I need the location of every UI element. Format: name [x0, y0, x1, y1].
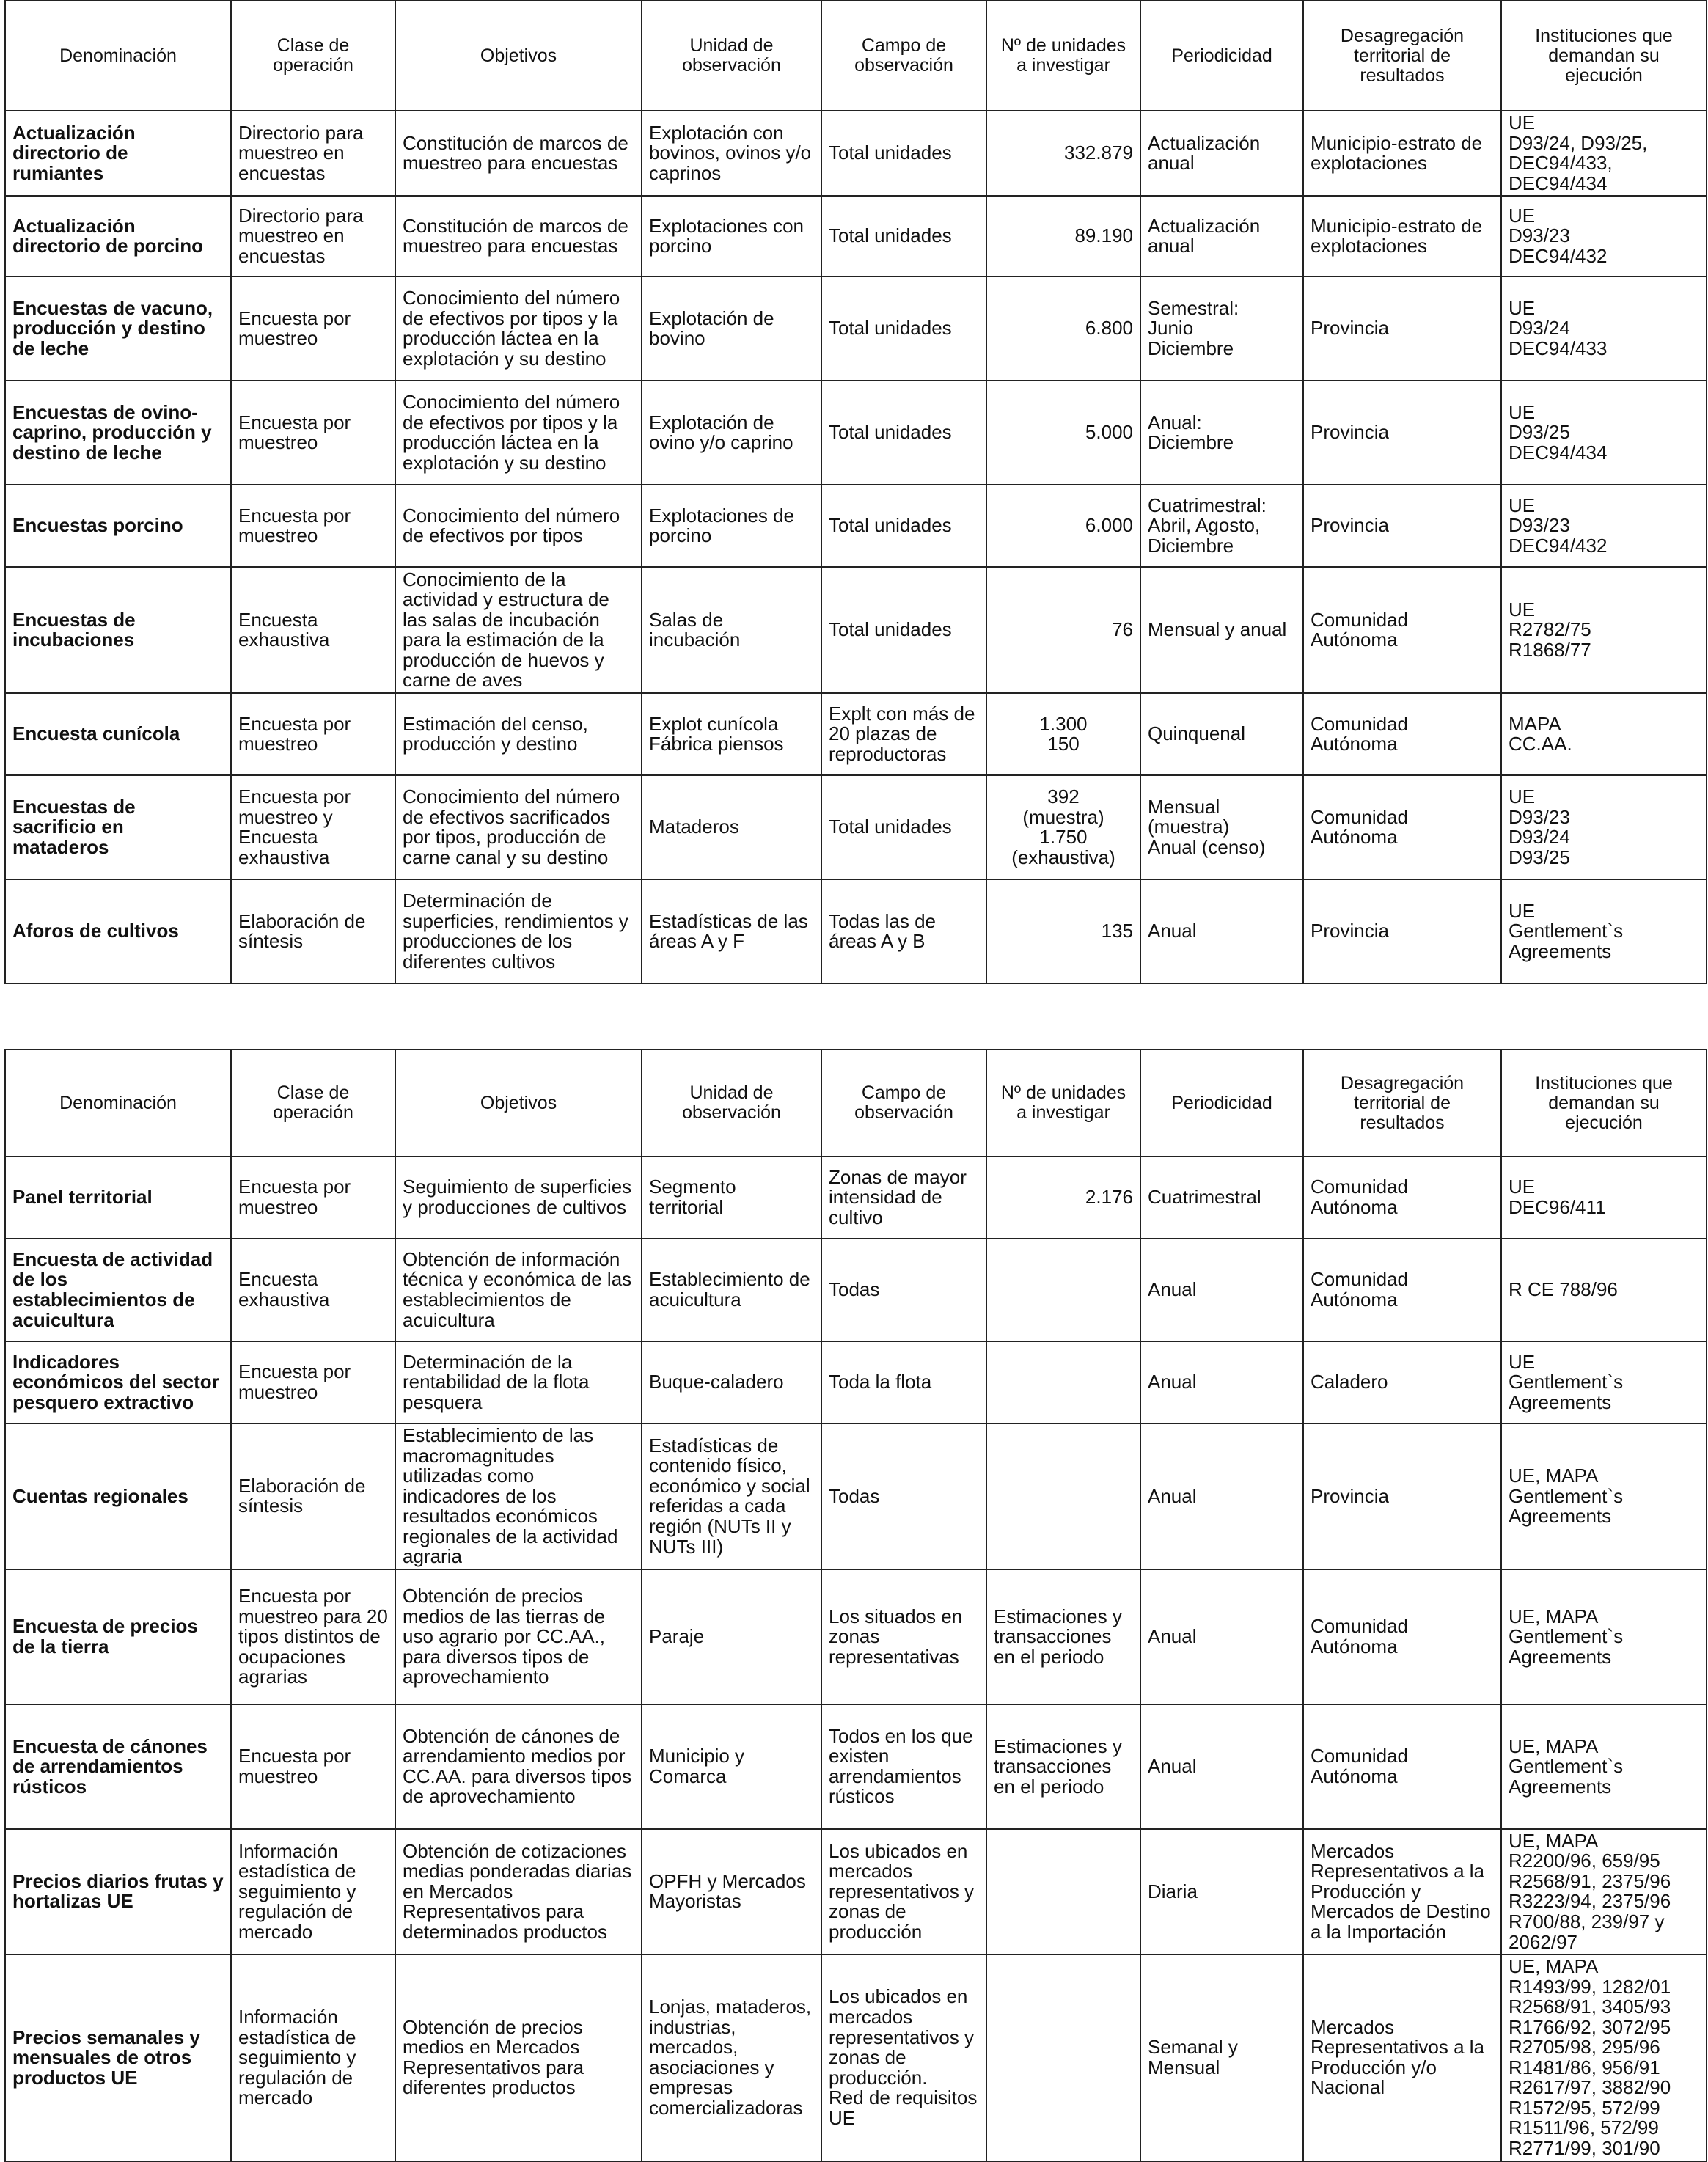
- table-row: [5, 1704, 1707, 1829]
- cell-objetivos: Constitución de marcos de muestreo para encuestas: [395, 196, 642, 276]
- cell-campo: Todas: [821, 1239, 986, 1341]
- cell-instituciones: UE D93/23 DEC94/432: [1501, 485, 1707, 567]
- cell-numero: 6.000: [986, 485, 1140, 567]
- cell-desagregacion: Comunidad Autónoma: [1303, 1569, 1501, 1704]
- cell-objetivos: Conocimiento de la actividad y estructura de las salas de incubación para la estimación de la producción de huevos y carne de aves: [395, 567, 642, 693]
- cell-campo: Todas las de áreas A y B: [821, 879, 986, 983]
- cell-instituciones: UE D93/23 DEC94/432: [1501, 196, 1707, 276]
- cell-numero: Estimaciones y transacciones en el periodo: [986, 1569, 1140, 1704]
- cell-clase: Encuesta por muestreo: [231, 1157, 395, 1239]
- table-header-row: [5, 1049, 1707, 1157]
- cell-instituciones: UE D93/23 D93/24 D93/25: [1501, 775, 1707, 879]
- cell-denominacion: Actualización directorio de rumiantes: [5, 111, 231, 196]
- cell-unidad: Estadísticas de contenido físico, económico y social referidas a cada región (NUTs II y NUTs III): [642, 1423, 821, 1569]
- cell-numero: 332.879: [986, 111, 1140, 196]
- cell-instituciones: UE D93/25 DEC94/434: [1501, 381, 1707, 485]
- cell-objetivos: Estimación del censo, producción y destino: [395, 693, 642, 775]
- cell-periodicidad: Semanal y Mensual: [1140, 1954, 1303, 2161]
- cell-campo: Toda la flota: [821, 1341, 986, 1423]
- cell-objetivos: Establecimiento de las macromagnitudes utilizadas como indicadores de los resultados económicos regionales de la actividad agraria: [395, 1423, 642, 1569]
- cell-objetivos: Conocimiento del número de efectivos sacrificados por tipos, producción de carne canal y su destino: [395, 775, 642, 879]
- cell-objetivos: Seguimiento de superficies y producciones de cultivos: [395, 1157, 642, 1239]
- cell-objetivos: Obtención de precios medios de las tierras de uso agrario por CC.AA., para diversos tipos de aprovechamiento: [395, 1569, 642, 1704]
- cell-denominacion: Panel territorial: [5, 1157, 231, 1239]
- cell-denominacion: Encuesta de precios de la tierra: [5, 1569, 231, 1704]
- cell-instituciones: UE R2782/75 R1868/77: [1501, 567, 1707, 693]
- cell-desagregacion: Municipio-estrato de explotaciones: [1303, 196, 1501, 276]
- cell-unidad: Buque-caladero: [642, 1341, 821, 1423]
- cell-numero: [986, 1239, 1140, 1341]
- cell-campo: Zonas de mayor intensidad de cultivo: [821, 1157, 986, 1239]
- cell-denominacion: Encuestas de incubaciones: [5, 567, 231, 693]
- cell-unidad: Explotaciones de porcino: [642, 485, 821, 567]
- cell-periodicidad: Cuatrimestral: Abril, Agosto, Diciembre: [1140, 485, 1303, 567]
- cell-denominacion: Indicadores económicos del sector pesquero extractivo: [5, 1341, 231, 1423]
- cell-campo: Total unidades: [821, 111, 986, 196]
- col-header-clase: Clase de operación: [231, 1049, 395, 1157]
- cell-campo: Total unidades: [821, 567, 986, 693]
- col-header-numero: Nº de unidades a investigar: [986, 1049, 1140, 1157]
- cell-periodicidad: Mensual y anual: [1140, 567, 1303, 693]
- cell-unidad: OPFH y Mercados Mayoristas: [642, 1829, 821, 1954]
- cell-desagregacion: Caladero: [1303, 1341, 1501, 1423]
- cell-periodicidad: Anual: [1140, 1569, 1303, 1704]
- cell-denominacion: Actualización directorio de porcino: [5, 196, 231, 276]
- col-header-periodicidad: Periodicidad: [1140, 1, 1303, 111]
- cell-unidad: Explotación de ovino y/o caprino: [642, 381, 821, 485]
- cell-clase: Elaboración de síntesis: [231, 879, 395, 983]
- cell-desagregacion: Provincia: [1303, 1423, 1501, 1569]
- cell-numero: 135: [986, 879, 1140, 983]
- cell-unidad: Explotación con bovinos, ovinos y/o caprinos: [642, 111, 821, 196]
- cell-instituciones: UE D93/24, D93/25, DEC94/433, DEC94/434: [1501, 111, 1707, 196]
- cell-instituciones: MAPA CC.AA.: [1501, 693, 1707, 775]
- cell-unidad: Establecimiento de acuicultura: [642, 1239, 821, 1341]
- cell-denominacion: Precios diarios frutas y hortalizas UE: [5, 1829, 231, 1954]
- col-header-desagregacion: Desagregación territorial de resultados: [1303, 1049, 1501, 1157]
- cell-numero: [986, 1423, 1140, 1569]
- cell-periodicidad: Anual: [1140, 1341, 1303, 1423]
- cell-clase: Directorio para muestreo en encuestas: [231, 111, 395, 196]
- cell-numero: 76: [986, 567, 1140, 693]
- cell-unidad: Salas de incubación: [642, 567, 821, 693]
- cell-unidad: Explotación de bovino: [642, 276, 821, 381]
- cell-periodicidad: Cuatrimestral: [1140, 1157, 1303, 1239]
- cell-clase: Encuesta por muestreo: [231, 485, 395, 567]
- table-row: [5, 1239, 1707, 1341]
- cell-desagregacion: Mercados Representativos a la Producción y/o Nacional: [1303, 1954, 1501, 2161]
- cell-denominacion: Encuesta de actividad de los establecimientos de acuicultura: [5, 1239, 231, 1341]
- cell-numero: [986, 1829, 1140, 1954]
- table-header-row: [5, 1, 1707, 111]
- col-header-instituciones: Instituciones que demandan su ejecución: [1501, 1, 1707, 111]
- cell-objetivos: Conocimiento del número de efectivos por tipos: [395, 485, 642, 567]
- statistics-table-2: [4, 1049, 1707, 2162]
- col-header-desagregacion: Desagregación territorial de resultados: [1303, 1, 1501, 111]
- cell-numero: 5.000: [986, 381, 1140, 485]
- cell-clase: Encuesta por muestreo y Encuesta exhaustiva: [231, 775, 395, 879]
- cell-unidad: Segmento territorial: [642, 1157, 821, 1239]
- cell-clase: Encuesta por muestreo: [231, 1704, 395, 1829]
- table-row: [5, 1954, 1707, 2161]
- cell-periodicidad: Diaria: [1140, 1829, 1303, 1954]
- cell-desagregacion: Municipio-estrato de explotaciones: [1303, 111, 1501, 196]
- cell-unidad: Lonjas, mataderos, industrias, mercados, asociaciones y empresas comercializadoras: [642, 1954, 821, 2161]
- cell-periodicidad: Mensual (muestra) Anual (censo): [1140, 775, 1303, 879]
- cell-clase: Encuesta por muestreo: [231, 693, 395, 775]
- table-row: [5, 775, 1707, 879]
- cell-clase: Encuesta exhaustiva: [231, 567, 395, 693]
- cell-periodicidad: Semestral: Junio Diciembre: [1140, 276, 1303, 381]
- cell-desagregacion: Comunidad Autónoma: [1303, 1239, 1501, 1341]
- cell-instituciones: UE, MAPA Gentlement`s Agreements: [1501, 1569, 1707, 1704]
- cell-clase: Encuesta por muestreo: [231, 1341, 395, 1423]
- cell-objetivos: Determinación de superficies, rendimientos y producciones de los diferentes cultivos: [395, 879, 642, 983]
- cell-instituciones: UE, MAPA R1493/99, 1282/01 R2568/91, 3405/93 R1766/92, 3072/95 R2705/98, 295/96 R1481/86, 956/91 R2617/97, 3882/90 R1572/95, 572/99 R1511/96, 572/99 R2771/99, 301/90: [1501, 1954, 1707, 2161]
- col-header-clase: Clase de operación: [231, 1, 395, 111]
- table-row: [5, 485, 1707, 567]
- cell-periodicidad: Anual: [1140, 1423, 1303, 1569]
- cell-campo: Explt con más de 20 plazas de reproductoras: [821, 693, 986, 775]
- cell-denominacion: Encuestas de sacrificio en mataderos: [5, 775, 231, 879]
- cell-periodicidad: Anual: [1140, 1239, 1303, 1341]
- col-header-instituciones: Instituciones que demandan su ejecución: [1501, 1049, 1707, 1157]
- cell-numero: 392 (muestra) 1.750 (exhaustiva): [986, 775, 1140, 879]
- cell-numero: 6.800: [986, 276, 1140, 381]
- cell-desagregacion: Comunidad Autónoma: [1303, 1157, 1501, 1239]
- cell-objetivos: Conocimiento del número de efectivos por tipos y la producción láctea en la explotación y su destino: [395, 381, 642, 485]
- cell-denominacion: Precios semanales y mensuales de otros productos UE: [5, 1954, 231, 2161]
- cell-unidad: Municipio y Comarca: [642, 1704, 821, 1829]
- table-row: [5, 567, 1707, 693]
- cell-denominacion: Encuestas de vacuno, producción y destino de leche: [5, 276, 231, 381]
- cell-periodicidad: Quinquenal: [1140, 693, 1303, 775]
- cell-unidad: Paraje: [642, 1569, 821, 1704]
- cell-instituciones: UE Gentlement`s Agreements: [1501, 879, 1707, 983]
- cell-campo: Total unidades: [821, 775, 986, 879]
- statistics-table-1: [4, 0, 1707, 984]
- cell-clase: Elaboración de síntesis: [231, 1423, 395, 1569]
- cell-denominacion: Aforos de cultivos: [5, 879, 231, 983]
- table-row: [5, 1423, 1707, 1569]
- cell-desagregacion: Provincia: [1303, 381, 1501, 485]
- col-header-campo: Campo de observación: [821, 1, 986, 111]
- cell-instituciones: UE, MAPA R2200/96, 659/95 R2568/91, 2375/96 R3223/94, 2375/96 R700/88, 239/97 y 2062/97: [1501, 1829, 1707, 1954]
- cell-objetivos: Determinación de la rentabilidad de la flota pesquera: [395, 1341, 642, 1423]
- cell-instituciones: UE, MAPA Gentlement`s Agreements: [1501, 1423, 1707, 1569]
- cell-objetivos: Constitución de marcos de muestreo para encuestas: [395, 111, 642, 196]
- cell-campo: Total unidades: [821, 381, 986, 485]
- cell-numero: 89.190: [986, 196, 1140, 276]
- cell-periodicidad: Anual: Diciembre: [1140, 381, 1303, 485]
- cell-instituciones: UE Gentlement`s Agreements: [1501, 1341, 1707, 1423]
- table-row: [5, 1569, 1707, 1704]
- cell-campo: Total unidades: [821, 196, 986, 276]
- cell-campo: Los ubicados en mercados representativos y zonas de producción: [821, 1829, 986, 1954]
- cell-clase: Encuesta por muestreo para 20 tipos distintos de ocupaciones agrarias: [231, 1569, 395, 1704]
- cell-instituciones: UE, MAPA Gentlement`s Agreements: [1501, 1704, 1707, 1829]
- cell-clase: Directorio para muestreo en encuestas: [231, 196, 395, 276]
- cell-periodicidad: Actualización anual: [1140, 111, 1303, 196]
- table-row: [5, 693, 1707, 775]
- col-header-objetivos: Objetivos: [395, 1049, 642, 1157]
- cell-unidad: Mataderos: [642, 775, 821, 879]
- col-header-unidad: Unidad de observación: [642, 1, 821, 111]
- cell-desagregacion: Comunidad Autónoma: [1303, 1704, 1501, 1829]
- cell-desagregacion: Comunidad Autónoma: [1303, 567, 1501, 693]
- cell-numero: 2.176: [986, 1157, 1140, 1239]
- cell-objetivos: Conocimiento del número de efectivos por tipos y la producción láctea en la explotación y su destino: [395, 276, 642, 381]
- cell-denominacion: Encuestas porcino: [5, 485, 231, 567]
- cell-desagregacion: Mercados Representativos a la Producción y Mercados de Destino a la Importación: [1303, 1829, 1501, 1954]
- cell-instituciones: UE DEC96/411: [1501, 1157, 1707, 1239]
- cell-desagregacion: Provincia: [1303, 879, 1501, 983]
- table-row: [5, 111, 1707, 196]
- table-row: [5, 1157, 1707, 1239]
- cell-numero: [986, 1341, 1140, 1423]
- cell-numero: Estimaciones y transacciones en el periodo: [986, 1704, 1140, 1829]
- cell-campo: Total unidades: [821, 276, 986, 381]
- cell-periodicidad: Anual: [1140, 1704, 1303, 1829]
- cell-campo: Los ubicados en mercados representativos y zonas de producción. Red de requisitos UE: [821, 1954, 986, 2161]
- cell-clase: Información estadística de seguimiento y regulación de mercado: [231, 1954, 395, 2161]
- cell-clase: Información estadística de seguimiento y regulación de mercado: [231, 1829, 395, 1954]
- col-header-campo: Campo de observación: [821, 1049, 986, 1157]
- cell-numero: 1.300 150: [986, 693, 1140, 775]
- cell-denominacion: Encuestas de ovino-caprino, producción y destino de leche: [5, 381, 231, 485]
- cell-objetivos: Obtención de precios medios en Mercados Representativos para diferentes productos: [395, 1954, 642, 2161]
- cell-denominacion: Encuesta de cánones de arrendamientos rústicos: [5, 1704, 231, 1829]
- cell-instituciones: R CE 788/96: [1501, 1239, 1707, 1341]
- cell-desagregacion: Provincia: [1303, 485, 1501, 567]
- table-row: [5, 1341, 1707, 1423]
- cell-campo: Los situados en zonas representativas: [821, 1569, 986, 1704]
- col-header-objetivos: Objetivos: [395, 1, 642, 111]
- table-row: [5, 276, 1707, 381]
- col-header-unidad: Unidad de observación: [642, 1049, 821, 1157]
- cell-unidad: Explot cunícola Fábrica piensos: [642, 693, 821, 775]
- cell-clase: Encuesta por muestreo: [231, 276, 395, 381]
- col-header-periodicidad: Periodicidad: [1140, 1049, 1303, 1157]
- cell-periodicidad: Actualización anual: [1140, 196, 1303, 276]
- table-row: [5, 1829, 1707, 1954]
- cell-campo: Todas: [821, 1423, 986, 1569]
- cell-denominacion: Encuesta cunícola: [5, 693, 231, 775]
- cell-numero: [986, 1954, 1140, 2161]
- cell-campo: Todos en los que existen arrendamientos rústicos: [821, 1704, 986, 1829]
- cell-objetivos: Obtención de cotizaciones medias ponderadas diarias en Mercados Representativos para determinados productos: [395, 1829, 642, 1954]
- cell-unidad: Estadísticas de las áreas A y F: [642, 879, 821, 983]
- cell-instituciones: UE D93/24 DEC94/433: [1501, 276, 1707, 381]
- table-row: [5, 879, 1707, 983]
- cell-clase: Encuesta exhaustiva: [231, 1239, 395, 1341]
- table-row: [5, 381, 1707, 485]
- table-row: [5, 196, 1707, 276]
- col-header-denominacion: Denominación: [5, 1, 231, 111]
- cell-clase: Encuesta por muestreo: [231, 381, 395, 485]
- cell-objetivos: Obtención de cánones de arrendamiento medios por CC.AA. para diversos tipos de aprovechamiento: [395, 1704, 642, 1829]
- cell-desagregacion: Provincia: [1303, 276, 1501, 381]
- cell-objetivos: Obtención de información técnica y económica de las establecimientos de acuicultura: [395, 1239, 642, 1341]
- cell-denominacion: Cuentas regionales: [5, 1423, 231, 1569]
- cell-periodicidad: Anual: [1140, 879, 1303, 983]
- col-header-denominacion: Denominación: [5, 1049, 231, 1157]
- col-header-numero: Nº de unidades a investigar: [986, 1, 1140, 111]
- cell-unidad: Explotaciones con porcino: [642, 196, 821, 276]
- cell-campo: Total unidades: [821, 485, 986, 567]
- cell-desagregacion: Comunidad Autónoma: [1303, 693, 1501, 775]
- cell-desagregacion: Comunidad Autónoma: [1303, 775, 1501, 879]
